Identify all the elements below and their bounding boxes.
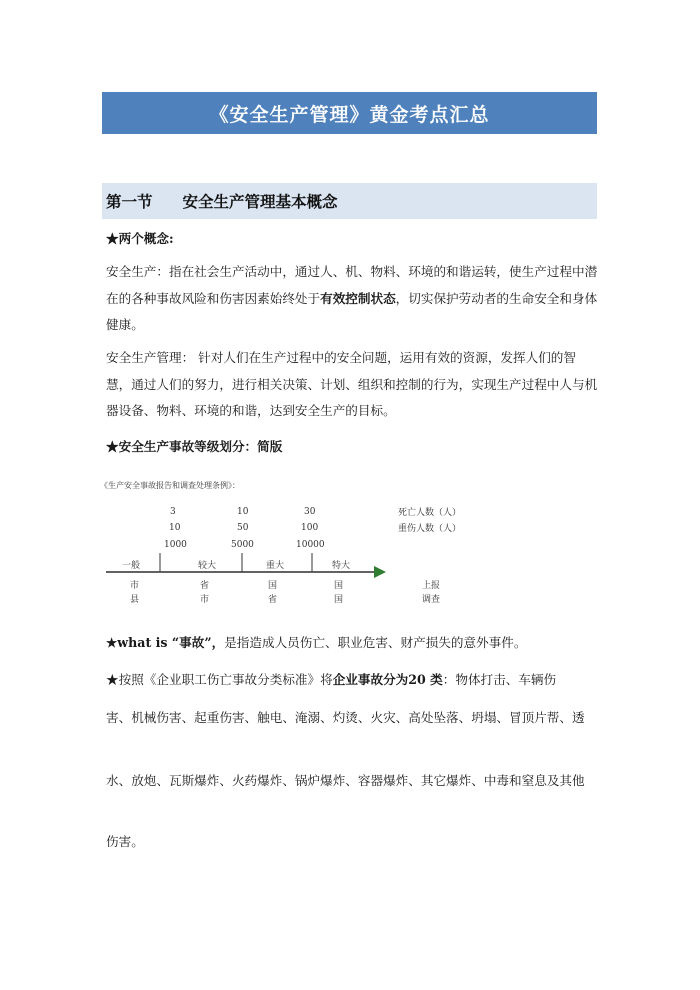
classification-line-1: [106, 667, 598, 694]
grade-label-general: 一般: [122, 561, 141, 571]
grade-label-especially-major: 特大: [332, 561, 351, 571]
safety-production-emphasis: 有效控制状态: [320, 290, 396, 306]
report-level-2-bottom: 市: [200, 595, 210, 605]
classification-line-4: 伤害。: [106, 834, 144, 849]
report-level-3-top: 国: [268, 581, 278, 591]
threshold-loss-2: 5000: [231, 540, 254, 550]
document-title-banner: [102, 92, 597, 134]
report-label-top: 上报: [422, 581, 441, 591]
threshold-loss-1: 1000: [164, 540, 187, 550]
document-title: 《安全生产管理》黄金考点汇总: [209, 103, 490, 126]
threshold-injuries-1: 10: [169, 523, 181, 533]
report-level-1-bottom: 县: [130, 595, 140, 605]
safety-production-tail: ，切实保护劳动者的生命安全和身体健康。: [106, 290, 598, 332]
grade-label-major: 重大: [266, 561, 285, 571]
accident-definition-lead: ★what is “事故”，: [106, 635, 225, 650]
threshold-injuries-3: 100: [301, 523, 319, 533]
accident-grade-diagram: [100, 478, 462, 613]
axis-arrow-icon: [374, 566, 386, 578]
section-title: 安全生产管理基本概念: [182, 193, 338, 211]
safety-production-definition: [106, 259, 598, 339]
classification-line-3: 水、放炮、瓦斯爆炸、火药爆炸、锅炉爆炸、容器爆炸、其它爆炸、中毒和窒息及其他: [106, 773, 585, 788]
legend-injuries: 重伤人数（人）: [398, 524, 462, 534]
report-label-bottom: 调查: [422, 595, 441, 605]
accident-definition: [106, 630, 598, 657]
classification-line-2: 害、机械伤害、起重伤害、触电、淹溺、灼烫、火灾、高处坠落、坍塌、冒顶片帮、透: [106, 710, 585, 725]
concepts-heading: ★两个概念:: [106, 231, 174, 246]
grade-label-larger: 较大: [198, 561, 217, 571]
grade-heading: ★安全生产事故等级划分：简版: [106, 439, 283, 454]
report-level-1-top: 市: [130, 581, 140, 591]
report-level-3-bottom: 省: [268, 595, 278, 605]
report-level-4-bottom: 国: [334, 595, 344, 605]
section-number: 第一节: [106, 193, 153, 211]
safety-management-definition: 安全生产管理： 针对人们在生产过程中的安全问题，运用有效的资源，发挥人们的智慧，通过人们的努力，进行相关决策、计划、组织和控制的行为，实现生产过程中人与机器设备、物料、环境的和谐，达到安全生产的目标。: [106, 350, 598, 418]
threshold-deaths-2: 10: [237, 507, 249, 517]
threshold-deaths-1: 3: [170, 507, 176, 517]
report-level-4-top: 国: [334, 581, 344, 591]
safety-production-lead: 安全生产：指在社会生产活动中，通过人、机、物料、环境的和谐运转，使生产过程中潜在的各种事故风险和伤害因素始终处于: [106, 264, 598, 306]
report-level-2-top: 省: [200, 581, 210, 591]
section-heading-bar: [102, 183, 597, 219]
classification-tail: ：物体打击、车辆伤: [442, 672, 557, 687]
classification-emphasis: 企业事故分为20 类: [332, 672, 443, 687]
legend-deaths: 死亡人数（人）: [398, 508, 462, 518]
diagram-caption: 《生产安全事故报告和调查处理条例》：: [100, 481, 240, 490]
accident-definition-tail: 是指造成人员伤亡、职业危害、财产损失的意外事件。: [224, 635, 527, 650]
classification-lead: ★按照《企业职工伤亡事故分类标准》将: [106, 672, 333, 687]
grade-axis-graphic: [106, 478, 406, 613]
threshold-deaths-3: 30: [304, 507, 316, 517]
threshold-injuries-2: 50: [237, 523, 249, 533]
threshold-loss-3: 10000: [296, 540, 325, 550]
